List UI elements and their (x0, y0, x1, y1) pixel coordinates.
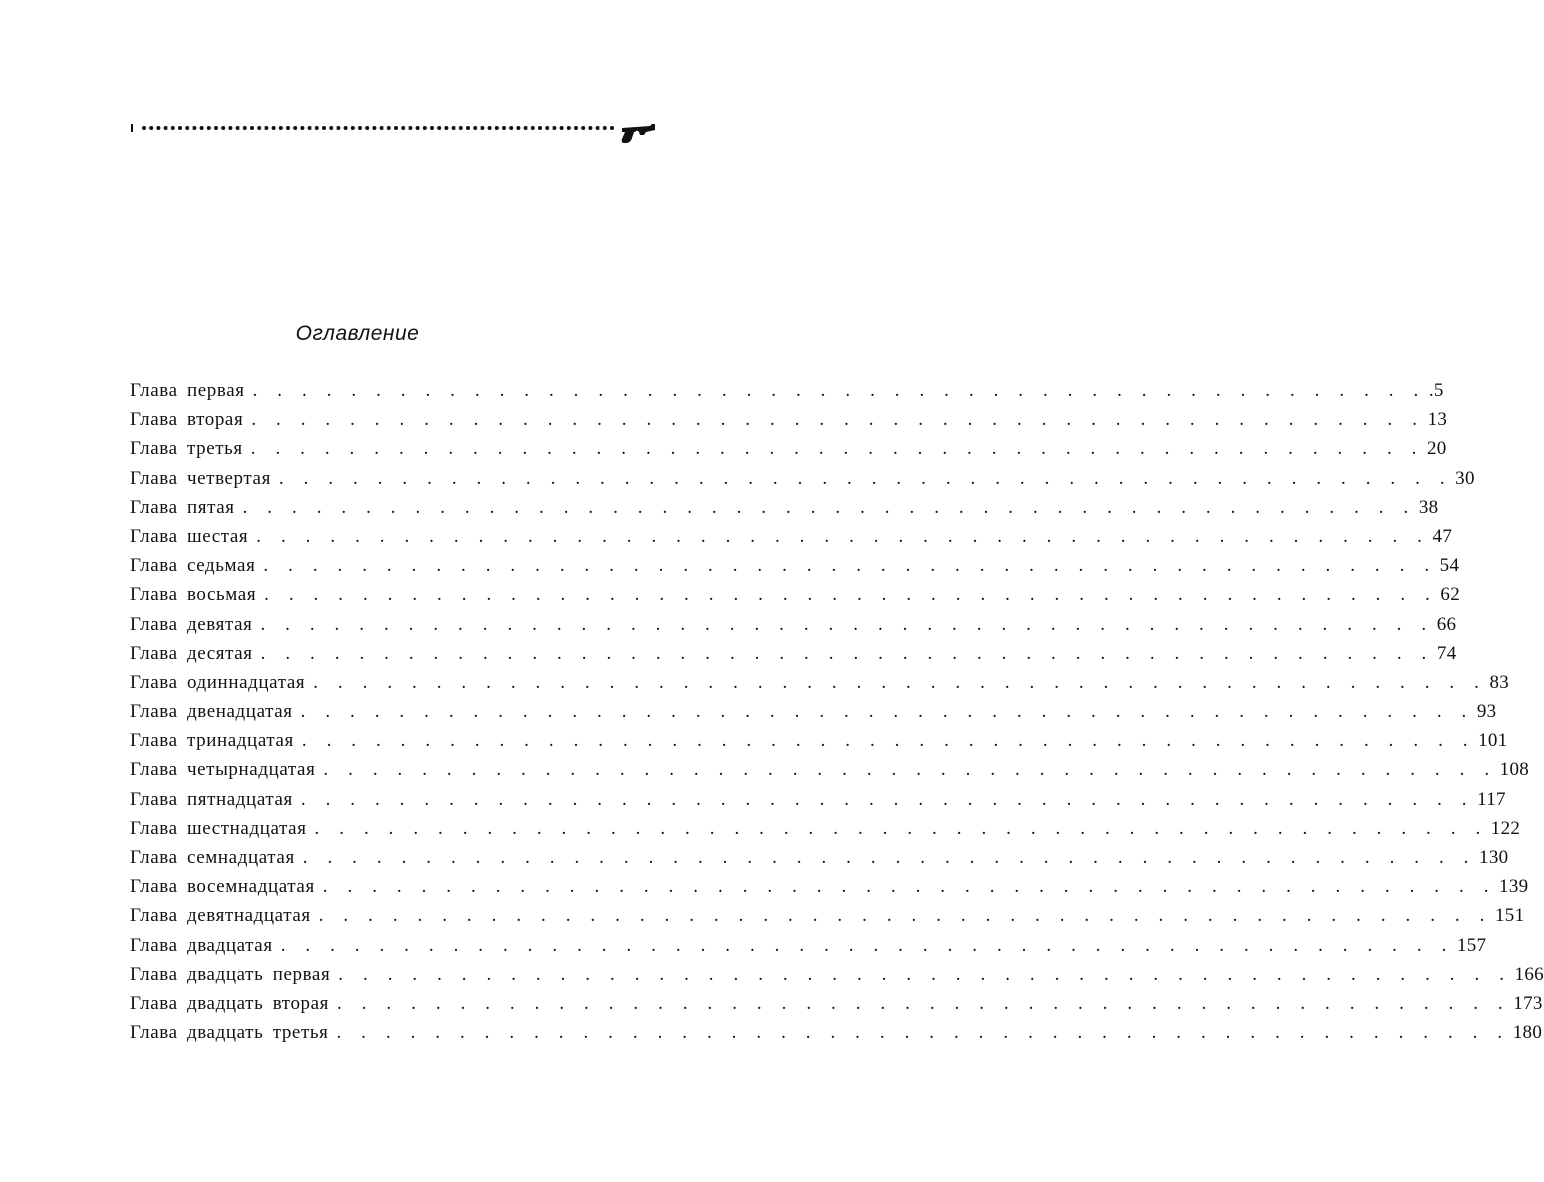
toc-entry-page: 122 (1490, 817, 1521, 839)
toc-dot-leader: . . . . . . . . . . . . . . . . . . . . . . . . . . . . . . . . . . . . . . . . . . . . . . . . (264, 584, 1438, 606)
toc-entry[interactable] (130, 755, 1530, 784)
toc-entry[interactable] (130, 1018, 1543, 1047)
toc-entry-label: Глава девятнадцатая (130, 905, 311, 927)
toc-entry[interactable] (130, 960, 1544, 989)
toc-entry-label: Глава пятая (130, 496, 235, 518)
toc-entry-page: 93 (1476, 701, 1497, 723)
toc-entry-page: 13 (1427, 409, 1448, 431)
toc-entry-page: 157 (1456, 934, 1487, 956)
toc-entry-label: Глава четвертая (130, 467, 271, 489)
revolver-icon (622, 124, 655, 143)
toc-entry[interactable] (130, 989, 1543, 1018)
toc-entry[interactable] (130, 726, 1508, 755)
toc-entry-label: Глава третья (130, 438, 243, 460)
toc-entry-page: 130 (1479, 847, 1509, 868)
toc-entry-page: 38 (1418, 496, 1439, 518)
toc-list (130, 376, 1544, 1047)
toc-entry[interactable] (130, 580, 1461, 609)
toc-title: Оглавление (295, 322, 420, 345)
toc-entry-label: Глава двадцать третья (130, 1022, 329, 1044)
toc-entry-label: Глава седьмая (130, 555, 256, 577)
toc-entry-label: Глава двадцать первая (130, 963, 331, 985)
toc-entry-label: Глава шестнадцатая (130, 817, 307, 839)
toc-dot-leader: . . . . . . . . . . . . . . . . . . . . . . . . . . . . . . . . . . . . . . . . . . . . . . . . (278, 467, 1453, 489)
toc-entry-label: Глава десятая (130, 642, 253, 664)
toc-entry-page: 74 (1436, 642, 1457, 664)
header-rule-graphic (130, 118, 660, 148)
toc-entry-page: 117 (1477, 788, 1506, 810)
toc-entry[interactable] (130, 405, 1448, 434)
toc-dot-leader: . . . . . . . . . . . . . . . . . . . . . . . . . . . . . . . . . . . . . . . . . . . . . . . . (260, 613, 1434, 635)
toc-entry-page: 173 (1513, 992, 1543, 1014)
toc-dot-leader: . . . . . . . . . . . . . . . . . . . . . . . . . . . . . . . . . . . . . . . . . . . . . . . . (313, 671, 1487, 693)
toc-dot-leader: . . . . . . . . . . . . . . . . . . . . . . . . . . . . . . . . . . . . . . . . . . . . . . . . (256, 525, 1430, 547)
toc-entry-label: Глава первая (130, 380, 245, 401)
toc-entry-label: Глава одиннадцатая (130, 671, 306, 693)
rule-dots (142, 126, 614, 130)
toc-dot-leader: . . . . . . . . . . . . . . . . . . . . . . . . . . . . . . . . . . . . . . . . . . . . . . . . (302, 847, 1477, 868)
toc-dot-leader: . . . . . . . . . . . . . . . . . . . . . . . . . . . . . . . . . . . . . . . . . . . . . . . . (301, 730, 1476, 752)
toc-entry[interactable] (130, 901, 1525, 930)
toc-entry-label: Глава двадцать вторая (130, 992, 330, 1014)
toc-entry[interactable] (130, 668, 1510, 697)
toc-entry[interactable] (130, 551, 1460, 580)
toc-entry[interactable] (130, 697, 1497, 726)
toc-entry-page: 47 (1432, 525, 1453, 547)
toc-entry[interactable] (130, 639, 1457, 668)
toc-dot-leader: . . . . . . . . . . . . . . . . . . . . . . . . . . . . . . . . . . . . . . . . . . . . . . . . (250, 438, 1424, 460)
toc-dot-leader: . . . . . . . . . . . . . . . . . . . . . . . . . . . . . . . . . . . . . . . . . . . . . . . . (252, 380, 1426, 401)
toc-entry-page: .5 (1428, 380, 1444, 401)
toc-dot-leader: . . . . . . . . . . . . . . . . . . . . . . . . . . . . . . . . . . . . . . . . . . . . . . . . (242, 496, 1416, 518)
toc-entry-page: 62 (1440, 584, 1461, 606)
toc-dot-leader: . . . . . . . . . . . . . . . . . . . . . . . . . . . . . . . . . . . . . . . . . . . . . . . . (263, 555, 1437, 577)
toc-entry-label: Глава вторая (130, 409, 244, 431)
toc-entry-page: 151 (1494, 905, 1525, 927)
toc-entry[interactable] (130, 872, 1529, 901)
toc-entry-page: 54 (1439, 555, 1460, 577)
toc-entry-page: 66 (1436, 613, 1457, 635)
toc-dot-leader: . . . . . . . . . . . . . . . . . . . . . . . . . . . . . . . . . . . . . . . . . . . . . . . . (251, 409, 1425, 431)
toc-entry-page: 30 (1455, 467, 1475, 489)
toc-entry-label: Глава восьмая (130, 584, 257, 606)
toc-entry-label: Глава четырнадцатая (130, 759, 316, 781)
toc-entry-label: Глава двенадцатая (130, 701, 293, 723)
toc-dot-leader: . . . . . . . . . . . . . . . . . . . . . . . . . . . . . . . . . . . . . . . . . . . . . . . . (260, 642, 1434, 664)
toc-entry-page: 83 (1489, 671, 1510, 693)
toc-entry[interactable] (130, 931, 1487, 960)
toc-dot-leader: . . . . . . . . . . . . . . . . . . . . . . . . . . . . . . . . . . . . . . . . . . . . . . . . (323, 759, 1497, 781)
toc-entry-page: 180 (1512, 1022, 1543, 1044)
toc-entry-page: 20 (1427, 438, 1447, 460)
toc-dot-leader: . . . . . . . . . . . . . . . . . . . . . . . . . . . . . . . . . . . . . . . . . . . . . . . . (338, 963, 1512, 985)
toc-entry[interactable] (130, 610, 1457, 639)
toc-entry[interactable] (130, 785, 1506, 814)
toc-entry[interactable] (130, 434, 1447, 463)
toc-dot-leader: . . . . . . . . . . . . . . . . . . . . . . . . . . . . . . . . . . . . . . . . . . . . . . . . (314, 817, 1488, 839)
toc-entry-page: 166 (1514, 963, 1544, 985)
header-dotted-rule (130, 118, 660, 148)
toc-dot-leader: . . . . . . . . . . . . . . . . . . . . . . . . . . . . . . . . . . . . . . . . . . . . . . . . (300, 788, 1475, 810)
toc-entry[interactable] (130, 493, 1439, 522)
toc-entry-label: Глава пятнадцатая (130, 788, 293, 810)
rule-start-tick (131, 124, 133, 132)
toc-dot-leader: . . . . . . . . . . . . . . . . . . . . . . . . . . . . . . . . . . . . . . . . . . . . . . . . (322, 876, 1497, 898)
toc-entry[interactable] (130, 522, 1453, 551)
toc-dot-leader: . . . . . . . . . . . . . . . . . . . . . . . . . . . . . . . . . . . . . . . . . . . . . . . . (318, 905, 1492, 927)
toc-entry[interactable] (130, 376, 1444, 405)
toc-entry-page: 101 (1478, 730, 1508, 752)
toc-entry[interactable] (130, 464, 1475, 493)
toc-entry-label: Глава двадцатая (130, 934, 273, 956)
toc-entry[interactable] (130, 843, 1509, 872)
toc-dot-leader: . . . . . . . . . . . . . . . . . . . . . . . . . . . . . . . . . . . . . . . . . . . . . . . . (336, 1022, 1510, 1044)
toc-entry-label: Глава девятая (130, 613, 253, 635)
toc-entry-page: 108 (1499, 759, 1530, 781)
toc-entry-label: Глава семнадцатая (130, 847, 295, 868)
toc-dot-leader: . . . . . . . . . . . . . . . . . . . . . . . . . . . . . . . . . . . . . . . . . . . . . . . . (300, 701, 1474, 723)
toc-entry-label: Глава тринадцатая (130, 730, 294, 752)
toc-dot-leader: . . . . . . . . . . . . . . . . . . . . . . . . . . . . . . . . . . . . . . . . . . . . . . . . (280, 934, 1454, 956)
toc-dot-leader: . . . . . . . . . . . . . . . . . . . . . . . . . . . . . . . . . . . . . . . . . . . . . . . . (337, 992, 1511, 1014)
toc-entry[interactable] (130, 814, 1521, 843)
toc-entry-label: Глава восемнадцатая (130, 876, 315, 898)
toc-entry-page: 139 (1499, 876, 1529, 898)
toc-entry-label: Глава шестая (130, 525, 249, 547)
